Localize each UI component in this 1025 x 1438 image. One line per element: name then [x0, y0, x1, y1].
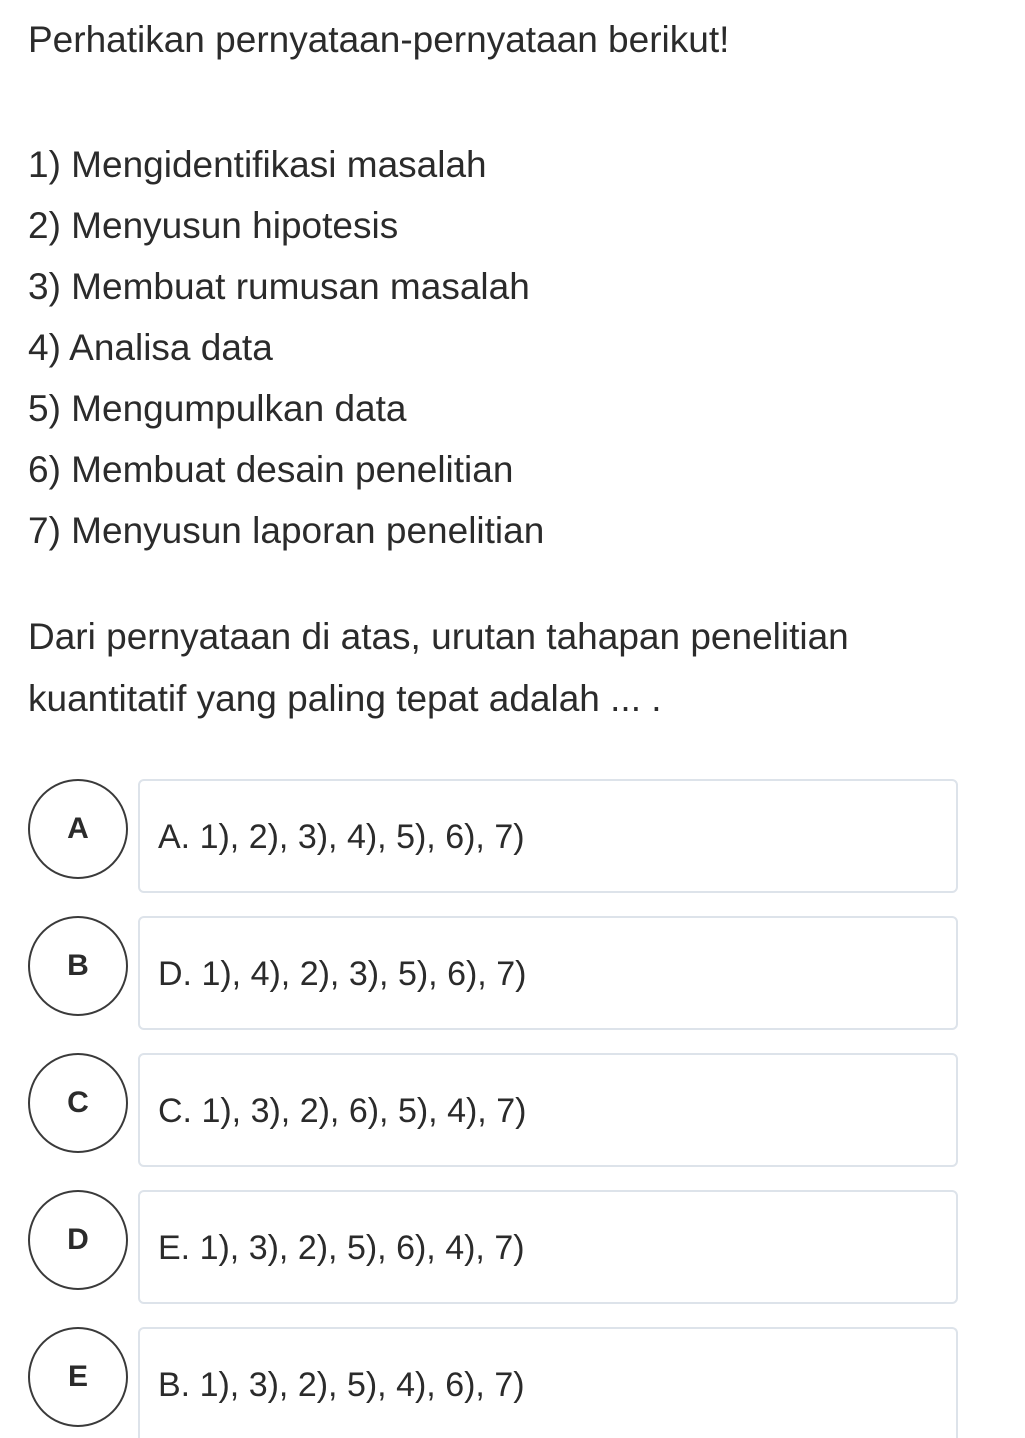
statement-item: 6) Membuat desain penelitian	[28, 449, 514, 490]
option-box-c[interactable]	[138, 1053, 958, 1167]
option-text-d: E. 1), 3), 2), 5), 6), 4), 7)	[158, 1229, 525, 1267]
statement-item: 5) Mengumpulkan data	[28, 388, 407, 429]
option-a[interactable]	[28, 779, 958, 895]
question-prompt: Dari pernyataan di atas, urutan tahapan penelitian kuantitatif yang paling tepat adalah ... .	[28, 616, 849, 719]
statement-item: 4) Analisa data	[28, 327, 273, 368]
option-e[interactable]	[28, 1327, 958, 1438]
option-c[interactable]	[28, 1053, 958, 1169]
question-intro: Perhatikan pernyataan-pernyataan berikut!	[28, 19, 730, 60]
option-letter-e[interactable]: E	[28, 1327, 128, 1427]
statement-item: 3) Membuat rumusan masalah	[28, 266, 530, 307]
statement-item: 1) Mengidentifikasi masalah	[28, 144, 487, 185]
question-block	[28, 14, 998, 719]
option-letter-d[interactable]: D	[28, 1190, 128, 1290]
statement-item: 2) Menyusun hipotesis	[28, 205, 399, 246]
option-box-e[interactable]	[138, 1327, 958, 1438]
option-text-a: A. 1), 2), 3), 4), 5), 6), 7)	[158, 818, 525, 856]
option-text-e: B. 1), 3), 2), 5), 4), 6), 7)	[158, 1366, 525, 1404]
option-box-b[interactable]	[138, 916, 958, 1030]
option-b[interactable]	[28, 916, 958, 1032]
option-d[interactable]	[28, 1190, 958, 1306]
option-letter-c[interactable]: C	[28, 1053, 128, 1153]
statement-item: 7) Menyusun laporan penelitian	[28, 510, 545, 551]
option-text-c: C. 1), 3), 2), 6), 5), 4), 7)	[158, 1092, 527, 1130]
option-letter-b[interactable]: B	[28, 916, 128, 1016]
option-letter-a[interactable]: A	[28, 779, 128, 879]
option-box-a[interactable]	[138, 779, 958, 893]
option-box-d[interactable]	[138, 1190, 958, 1304]
option-text-b: D. 1), 4), 2), 3), 5), 6), 7)	[158, 955, 527, 993]
statement-list	[28, 134, 544, 561]
